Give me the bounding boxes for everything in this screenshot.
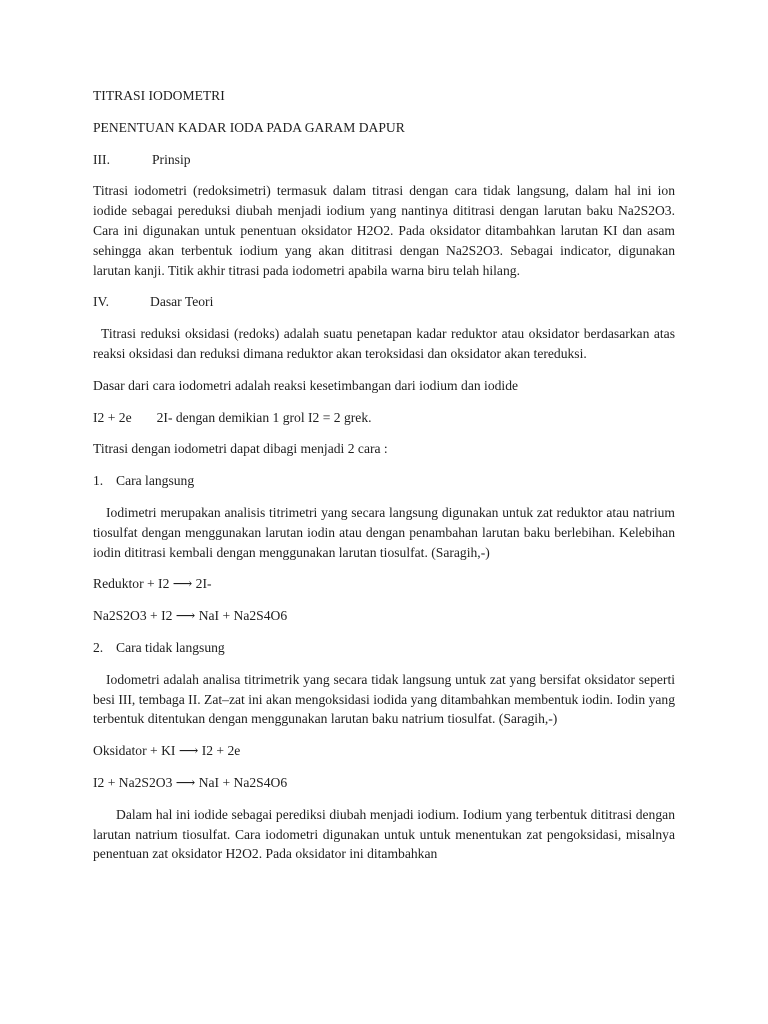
- section-title: Prinsip: [152, 151, 191, 167]
- teori-paragraph-2: Dasar dari cara iodometri adalah reaksi kesetimbangan dari iodium dan iodide: [93, 377, 519, 393]
- document-subtitle: PENENTUAN KADAR IODA PADA GARAM DAPUR: [93, 119, 405, 135]
- list-number: 1.: [93, 473, 104, 489]
- main-equation: [93, 408, 675, 428]
- list-title: Cara langsung: [116, 473, 195, 489]
- cara-tidak-langsung-equation-2: I2 + Na2S2O3 ⟶ NaI + Na2S4O6: [93, 774, 288, 790]
- document-page: [93, 86, 675, 876]
- list-number: 2.: [93, 639, 104, 655]
- cara-tidak-langsung-paragraph: Iodometri adalah analisa titrimetrik yang secara tidak langsung untuk zat yang bersifat oksidator seperti besi III, tembaga II. Zat–zat ini akan mengoksidasi iodida yang ditambahkan membentuk iodin. Iodin yang terbentuk ditentukan dengan menggunakan larutan baku natrium tiosulfat. (Saragih,-): [93, 671, 675, 727]
- section-title: Dasar Teori: [150, 294, 214, 310]
- cara-langsung-equation-2: Na2S2O3 + I2 ⟶ NaI + Na2S4O6: [93, 608, 288, 624]
- prinsip-paragraph: Titrasi iodometri (redoksimetri) termasuk dalam titrasi dengan cara tidak langsung, dalam hal ini ion iodide sebagai pereduksi diubah menjadi iodium yang nantinya dititrasi dengan larutan baku Na2S2O3. Cara ini digunakan untuk penentuan oksidator H2O2. Pada oksidator ditambahkan larutan KI dan asam sehingga akan terbentuk iodium yang akan dititrasi dengan Na2S2O3. Sebagai indicator, digunakan larutan kanji. Titik akhir titrasi pada iodometri apabila warna biru telah hilang.: [93, 183, 675, 278]
- section-heading-dasar-teori: [93, 292, 675, 312]
- document-title: TITRASI IODOMETRI: [93, 88, 225, 103]
- teori-paragraph-1: Titrasi reduksi oksidasi (redoks) adalah suatu penetapan kadar reduktor atau oksidator berdasarkan atas reaksi oksidasi dan reduksi dimana reduktor akan teroksidasi dan oksidator akan tereduksi.: [93, 326, 675, 361]
- equation-right: 2I- dengan demikian 1 grol I2 = 2 grek.: [156, 409, 372, 425]
- cara-tidak-langsung-equation-1: Oksidator + KI ⟶ I2 + 2e: [93, 743, 241, 759]
- cara-langsung-equation-1: Reduktor + I2 ⟶ 2I-: [93, 576, 212, 592]
- list-item-cara-langsung: [93, 471, 675, 491]
- section-heading-prinsip: [93, 150, 675, 170]
- list-item-cara-tidak-langsung: [93, 638, 675, 658]
- cara-langsung-paragraph: Iodimetri merupakan analisis titrimetri yang secara langsung digunakan untuk zat reduktor atau natrium tiosulfat dengan menggunakan larutan iodin atau dengan penambahan larutan baku berlebihan. Kelebihan iodin dititrasi kembali dengan menggunakan larutan tiosulfat. (Saragih,-): [93, 504, 675, 560]
- cara-intro: Titrasi dengan iodometri dapat dibagi menjadi 2 cara :: [93, 441, 388, 457]
- list-title: Cara tidak langsung: [116, 639, 225, 655]
- section-number: IV.: [93, 294, 109, 310]
- section-number: III.: [93, 151, 110, 167]
- final-paragraph: Dalam hal ini iodide sebagai perediksi diubah menjadi iodium. Iodium yang terbentuk dititrasi dengan larutan natrium tiosulfat. Cara iodometri digunakan untuk untuk menentukan zat pengoksidasi, misalnya penentuan zat oksidator H2O2. Pada oksidator ini ditambahkan: [93, 806, 675, 862]
- equation-left: I2 + 2e: [93, 409, 132, 425]
